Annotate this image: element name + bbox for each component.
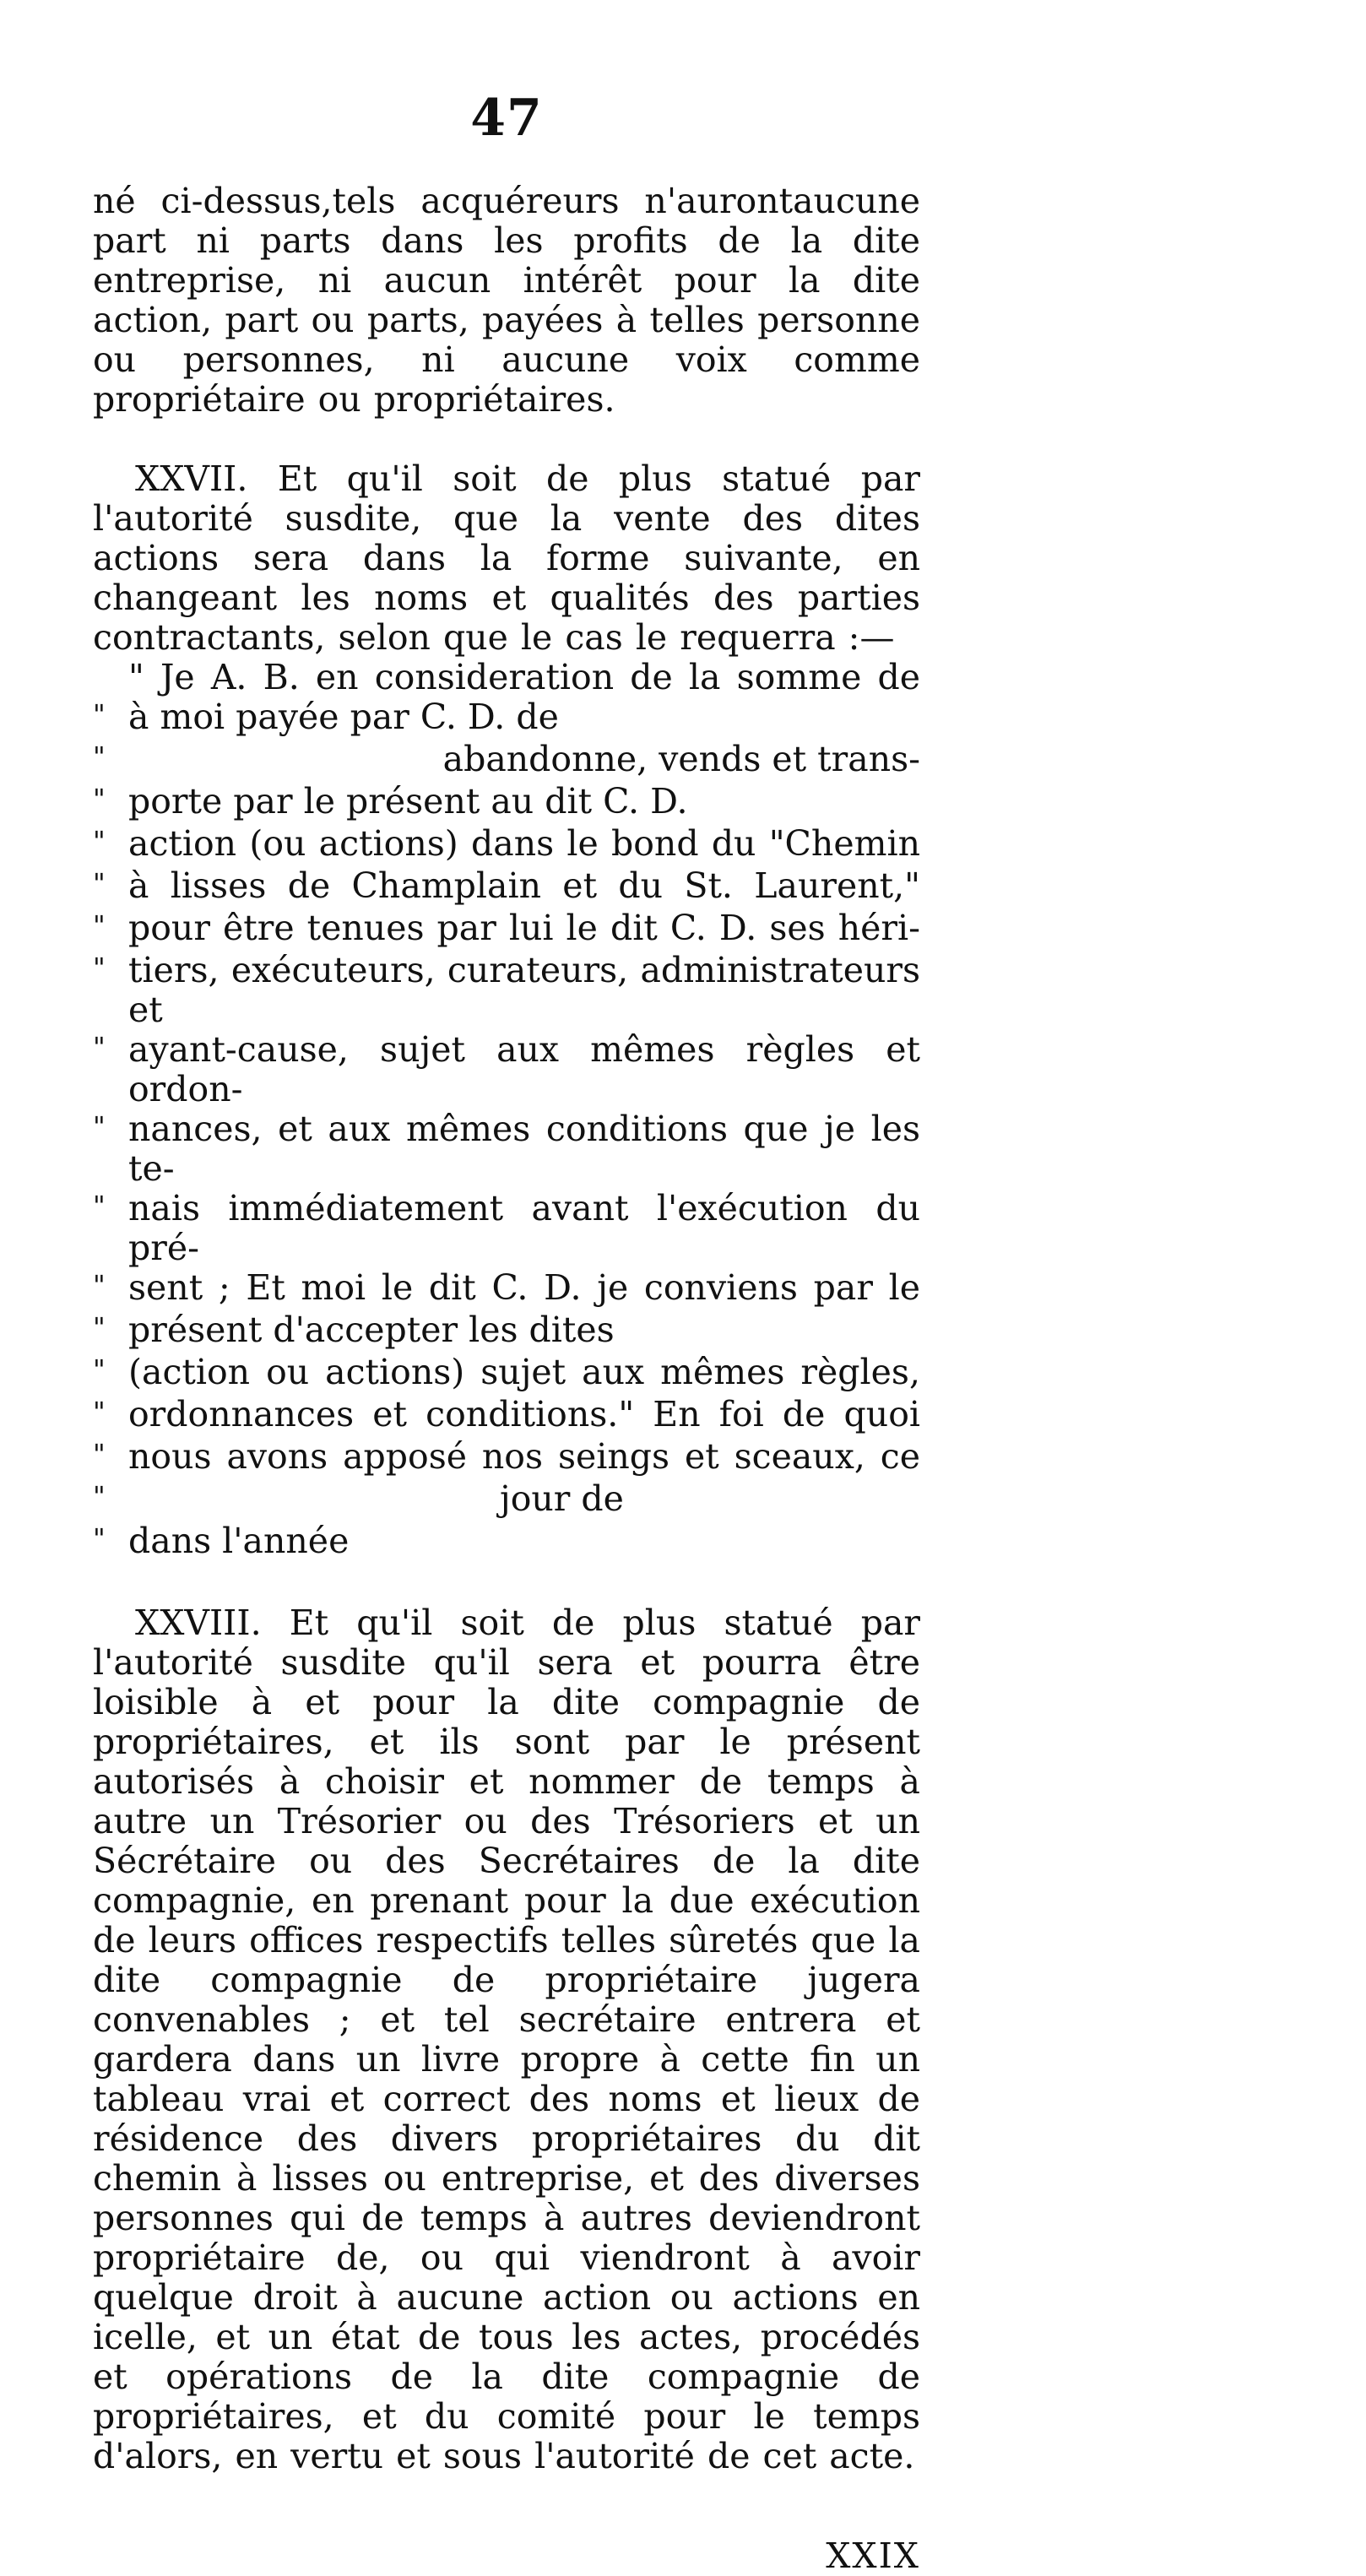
quote-mark: " — [93, 1311, 106, 1343]
deed-line — [93, 951, 920, 1030]
deed-line — [93, 740, 920, 782]
quote-mark: " — [93, 783, 106, 815]
quote-mark: " — [93, 740, 106, 773]
deed-line-text: ayant-cause, sujet aux mêmes règles et ordon- — [128, 1029, 920, 1109]
deed-line-text: nances, et aux mêmes conditions que je les te- — [128, 1109, 920, 1189]
deed-line-text: action (ou actions) dans le bond du "Chemin — [128, 823, 920, 864]
deed-line-text: présent d'accepter les dites — [128, 1310, 615, 1350]
deed-line-text: nais immédiatement avant l'exécution du pré- — [128, 1188, 920, 1268]
catchword: XXIX — [826, 2535, 920, 2576]
quote-mark: " — [93, 1396, 106, 1428]
quote-mark: " — [93, 1269, 106, 1301]
deed-line-text: jour de — [500, 1478, 624, 1519]
deed-line-text: tiers, exécuteurs, curateurs, administrateurs et — [128, 950, 920, 1030]
document-page — [93, 89, 920, 2576]
deed-line-text: sent ; Et moi le dit C. D. je conviens par le — [128, 1267, 920, 1308]
deed-line-text: abandonne, vends et trans- — [442, 739, 920, 779]
article-28: XXVIII. Et qu'il soit de plus statué par l'autorité susdite qu'il sera et pourra être loisible à et pour la dite compagnie de propriétaires, et ils sont par le présent autorisés à choisir et nommer de temps à autre un Trésorier ou des Trésoriers et un Sécrétaire ou des Secrétaires de la dite compagnie, en prenant pour la due exécution de leurs offices respectifs telles sûretés que la dite compagnie de propriétaire jugera convenables ; et tel secrétaire entrera et gardera dans un livre propre à cette fin un tableau vrai et correct des noms et lieux de résidence des divers propriétaires du dit chemin à lisses ou entreprise, et des diverses personnes qui de temps à autres deviendront propriétaire de, ou qui viendront à avoir quelque droit à aucune action ou actions en icelle, et un état de tous les actes, procédés et opérations de la dite compagnie de propriétaires, et du comité pour le temps d'alors, en vertu et sous l'autorité de cet acte. — [93, 1603, 920, 2476]
quote-mark: " — [93, 952, 106, 984]
deed-line — [93, 1353, 920, 1395]
quote-mark: " — [93, 1190, 106, 1222]
deed-line — [93, 1395, 920, 1437]
deed-line — [93, 1268, 920, 1310]
deed-line — [93, 782, 920, 824]
deed-line — [93, 1479, 920, 1521]
quote-mark: " — [93, 1110, 106, 1142]
page-number: 47 — [470, 89, 543, 148]
sale-deed-form — [93, 658, 920, 1564]
deed-line — [93, 1310, 920, 1353]
deed-line-text: (action ou actions) sujet aux mêmes règles, — [128, 1352, 920, 1392]
paragraph-gap — [93, 1564, 920, 1603]
deed-line-text: à lisses de Champlain et du St. Laurent," — [128, 865, 920, 906]
quote-mark: " — [93, 1438, 106, 1470]
deed-line — [93, 1109, 920, 1189]
deed-line-text: ordonnances et conditions." En foi de quoi — [128, 1394, 920, 1434]
deed-line — [93, 866, 920, 908]
quote-mark: " — [93, 1480, 106, 1512]
deed-line — [93, 1030, 920, 1109]
deed-line — [93, 1437, 920, 1479]
quote-mark: " — [93, 1522, 106, 1554]
deed-line-text: porte par le présent au dit C. D. — [128, 781, 688, 822]
deed-line-text: " Je A. B. en consideration de la somme de — [128, 657, 920, 697]
deed-line-text: à moi payée par C. D. de — [128, 697, 559, 737]
article-27-intro: XXVII. Et qu'il soit de plus statué par l'autorité susdite, que la vente des dites actions sera dans la forme suivante, en changeant les noms et qualités des parties contractants, selon que le cas le requerra :— — [93, 458, 920, 658]
deed-line-text: dans l'année — [128, 1521, 350, 1561]
quote-mark: " — [93, 698, 106, 730]
deed-line — [93, 1189, 920, 1268]
deed-line — [93, 697, 920, 740]
quote-mark: " — [93, 825, 106, 857]
quote-mark: " — [93, 1031, 106, 1063]
deed-line — [93, 824, 920, 866]
quote-mark: " — [93, 909, 106, 941]
deed-line — [93, 1521, 920, 1564]
deed-line — [93, 658, 920, 697]
paragraph-continuation: né ci-dessus,tels acquéreurs n'aurontaucune part ni parts dans les profits de la dite entreprise, ni aucun intérêt pour la dite action, part ou parts, payées à telles personne ou personnes, ni aucune voix comme propriétaire ou propriétaires. — [93, 181, 920, 420]
quote-mark: " — [93, 1353, 106, 1386]
deed-line — [93, 908, 920, 951]
deed-line-text: nous avons apposé nos seings et sceaux, ce — [128, 1436, 920, 1477]
deed-line-text: pour être tenues par lui le dit C. D. ses héri- — [128, 908, 920, 948]
quote-mark: " — [93, 867, 106, 899]
